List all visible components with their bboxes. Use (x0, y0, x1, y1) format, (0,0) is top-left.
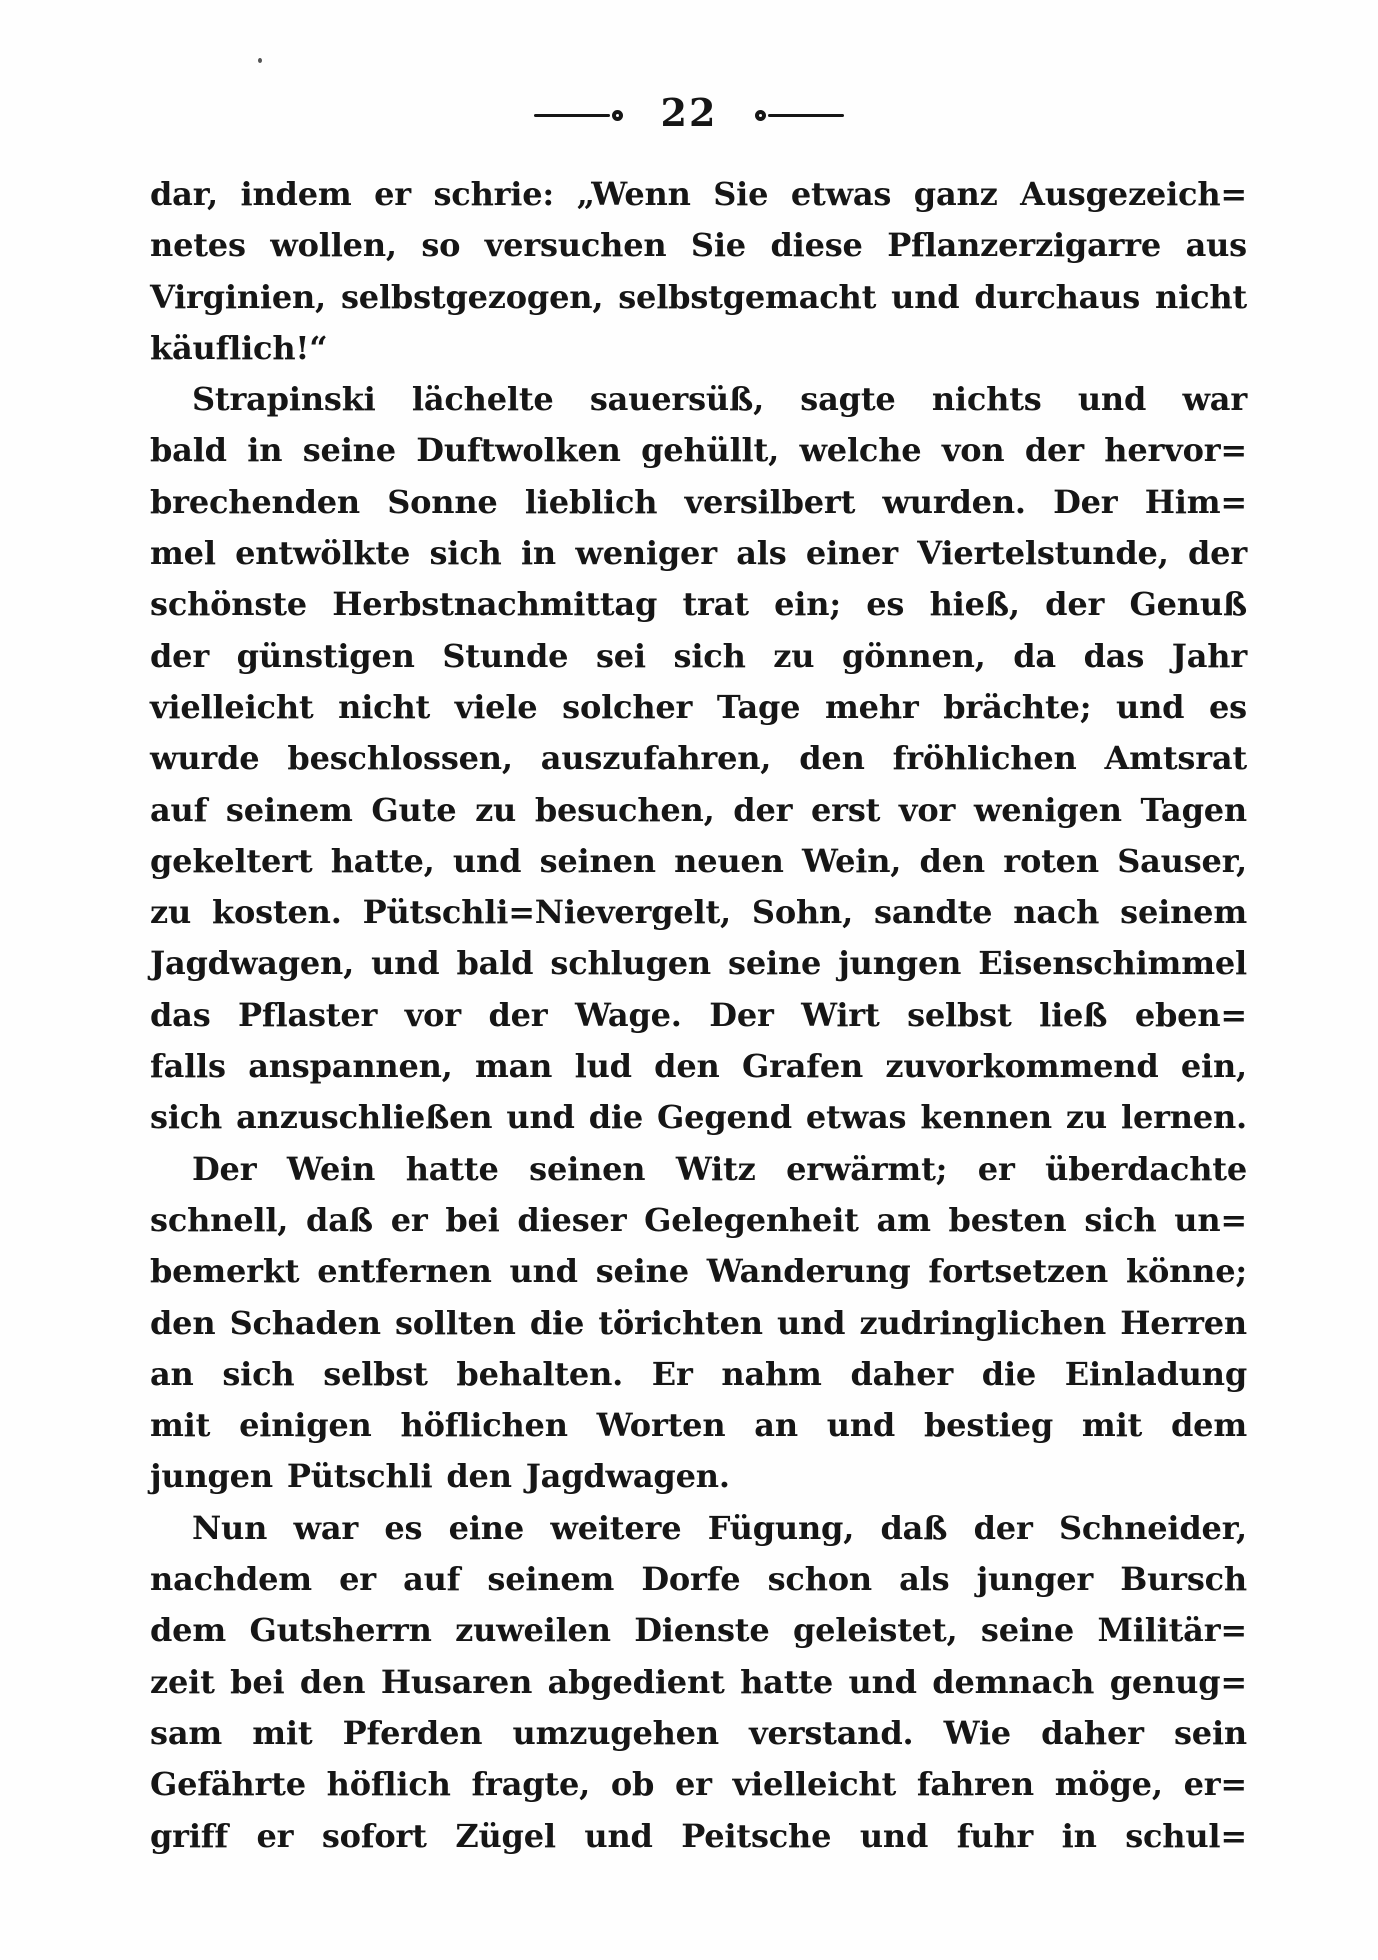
text-line: gekeltert hatte, und seinen neuen Wein, den roten Sauser, (150, 841, 1247, 880)
text-line: das Pflaster vor der Wage. Der Wirt selbst ließ eben= (150, 995, 1247, 1034)
text-line: zu kosten. Pütschli=Nievergelt, Sohn, sandte nach seinem (150, 893, 1247, 932)
text-line: bald in seine Duftwolken gehüllt, welche von der hervor= (150, 431, 1247, 470)
text-line: zeit bei den Husaren abgedient hatte und demnach genug= (150, 1662, 1247, 1701)
text-line: netes wollen, so versuchen Sie diese Pflanzerzigarre aus (150, 226, 1247, 265)
text-line: dem Gutsherrn zuweilen Dienste geleistet, seine Militär= (150, 1611, 1247, 1650)
text-line: schönste Herbstnachmittag trat ein; es hieß, der Genuß (150, 585, 1247, 624)
text-line: nachdem er auf seinem Dorfe schon als junger Bursch (150, 1560, 1247, 1599)
text-line: Der Wein hatte seinen Witz erwärmt; er überdachte (192, 1149, 1247, 1188)
header-rule-right-icon (768, 114, 844, 117)
text-line: Strapinski lächelte sauersüß, sagte nichts und war (192, 380, 1247, 419)
text-line: griff er sofort Zügel und Peitsche und fuhr in schul= (150, 1816, 1247, 1855)
text-line: wurde beschlossen, auszufahren, den fröhlichen Amtsrat (150, 739, 1247, 778)
text-line: schnell, daß er bei dieser Gelegenheit am besten sich un= (150, 1200, 1247, 1239)
text-line: Gefährte höflich fragte, ob er vielleicht fahren möge, er= (150, 1765, 1247, 1804)
text-line: Nun war es eine weitere Fügung, daß der Schneider, (192, 1508, 1247, 1547)
body-text (150, 169, 1247, 1862)
text-line: jungen Pütschli den Jagdwagen. (150, 1457, 730, 1496)
text-line: an sich selbst behalten. Er nahm daher die Einladung (150, 1354, 1247, 1393)
text-line: bemerkt entfernen und seine Wanderung fortsetzen könne; (150, 1252, 1247, 1291)
header-ornament-right (753, 110, 844, 121)
header-ornament-left (534, 110, 625, 121)
text-line: auf seinem Gute zu besuchen, der erst vor wenigen Tagen (150, 790, 1247, 829)
header-rule-left-icon (534, 114, 610, 117)
text-line: käuflich!“ (150, 328, 328, 367)
header-circle-left-icon (612, 110, 623, 121)
page-number: 22 (660, 90, 718, 135)
text-line: dar, indem er schrie: „Wenn Sie etwas ganz Ausgezeich= (150, 175, 1247, 213)
scan-speck (258, 58, 262, 63)
text-line: mel entwölkte sich in weniger als einer Viertelstunde, der (150, 534, 1247, 573)
text-line: sam mit Pferden umzugehen verstand. Wie daher sein (150, 1713, 1247, 1752)
header-circle-right-icon (755, 110, 766, 121)
text-line: Virginien, selbstgezogen, selbstgemacht und durchaus nicht (150, 277, 1247, 316)
text-line: brechenden Sonne lieblich versilbert wurden. Der Him= (150, 482, 1247, 521)
text-line: den Schaden sollten die törichten und zudringlichen Herren (150, 1303, 1247, 1342)
text-line: vielleicht nicht viele solcher Tage mehr brächte; und es (150, 687, 1247, 726)
text-line: sich anzuschließen und die Gegend etwas kennen zu lernen. (150, 1098, 1247, 1137)
page-header (0, 90, 1378, 135)
text-line: Jagdwagen, und bald schlugen seine jungen Eisenschimmel (150, 944, 1247, 983)
text-line: der günstigen Stunde sei sich zu gönnen, da das Jahr (150, 636, 1247, 675)
text-line: falls anspannen, man lud den Grafen zuvorkommend ein, (150, 1047, 1247, 1086)
text-line: mit einigen höflichen Worten an und bestieg mit dem (150, 1406, 1247, 1445)
